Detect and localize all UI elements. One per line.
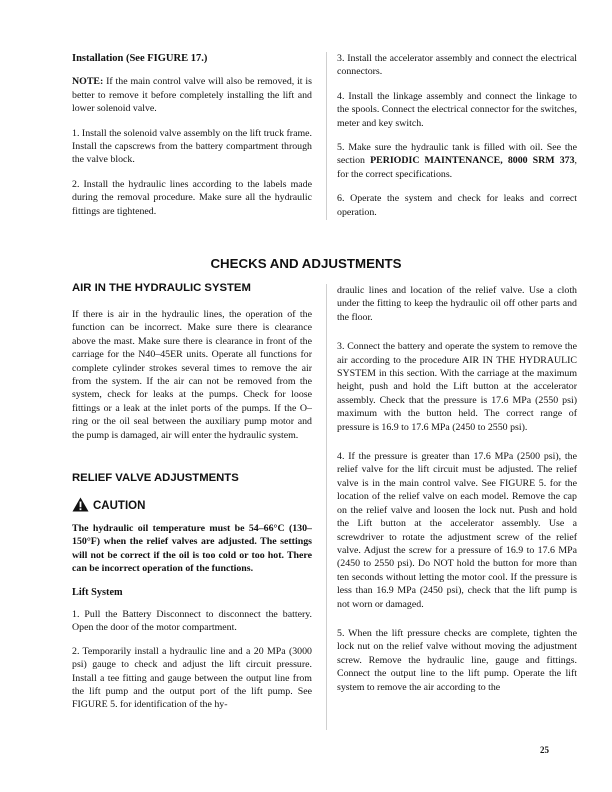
installation-step-5 [337, 141, 577, 181]
step5-reference: PERIODIC MAINTENANCE, 8000 SRM 373 [370, 155, 575, 167]
installation-step-3: 3. Install the accelerator assembly and connect the electrical connectors. [337, 53, 577, 78]
installation-step-1: 1. Install the solenoid valve assembly on the lift truck frame. Install the capscrews from the battery compartment through the valve block. [72, 127, 312, 166]
warning-icon [72, 497, 89, 512]
lift-step-2: 2. Temporarily install a hydraulic line and a 20 MPa (3000 psi) gauge to check and adjust the lift circuit pressure. Install a tee fitting and gauge between the output line from the lift pump and the output port of the lift pump. See FIGURE 5. for identification of the hy- [72, 645, 312, 711]
note-label: NOTE: [72, 76, 104, 88]
caution-label [72, 497, 145, 512]
air-body-block [72, 308, 312, 442]
caution-text-label: CAUTION [93, 500, 146, 512]
installation-note [72, 75, 312, 115]
relief-right-block [337, 284, 577, 694]
column-divider-bottom [326, 284, 327, 730]
lift-step-2-continued: draulic lines and location of the relief valve. Use a cloth under the fitting to keep the hydraulic oil off other parts and the floor. [337, 285, 577, 323]
lift-step-1: 1. Pull the Battery Disconnect to disconnect the battery. Open the door of the motor compartment. [72, 609, 312, 634]
column-divider-top [326, 52, 327, 220]
installation-heading: Installation (See FIGURE 17.) [72, 53, 208, 64]
installation-step-4: 4. Install the linkage assembly and connect the linkage to the spools. Connect the electrical connector for the switches, meter and key switch. [337, 90, 577, 129]
installation-step-6: 6. Operate the system and check for leaks and correct operation. [337, 193, 577, 218]
page-title: CHECKS AND ADJUSTMENTS [210, 256, 402, 271]
air-heading: AIR IN THE HYDRAULIC SYSTEM [72, 282, 251, 294]
installation-step-2: 2. Install the hydraulic lines according to the labels made during the removal procedure. Make sure all the hydraulic fittings are tightened. [72, 178, 312, 217]
air-body: If there is air in the hydraulic lines, the operation of the function can be incorrect. Make sure there is clearance above the mast. Make sure there is clearance in front of the carriage for the N40–45ER units. Operate all functions for complete cylinder strokes several times to remove the air from the system. If the air can not be removed from the system, check for leaks at the pumps. Check for loose fittings or a leak at the inlet ports of the pumps. If the O–ring or the oil seal between the auxiliary pump motor and the pump is damaged, air will enter the hydraulic system. [72, 309, 312, 441]
lift-step-4: 4. If the pressure is greater than 17.6 MPa (2500 psi), the relief valve for the lift circuit must be adjusted. The relief valve is in the main control valve. See FIGURE 5. for the location of the relief valve on each model. Remove the cap on the relief valve and loosen the lock nut. Push and hold the Lift button at the accelerator assembly. Use a screwdriver to rotate the adjustment screw of the relief valve. Adjust the screw for a pressure of 16.9 to 17.6 MPa (2450 to 2550 psi). Do NOT hold the button for more than ten seconds without letting the motor cool. If the pressure is less than 16.9 MPa (2450 psi), check that the lift pump is not worn or damaged. [337, 451, 577, 610]
page-number: 25 [540, 745, 549, 755]
lift-system-heading: Lift System [72, 586, 123, 598]
installation-right-column [337, 52, 577, 219]
note-text: If the main control valve will also be removed, it is better to remove it before completely installing the lift and lower solenoid valve. [72, 76, 312, 115]
lift-step-5: 5. When the lift pressure checks are complete, tighten the lock nut on the relief valve without moving the adjustment screw. Remove the hydraulic line, gauge and fittings. Connect the output line to the lift pump. Operate the lift system to remove the air according to the [337, 627, 577, 693]
installation-left-column [72, 52, 312, 218]
caution-message: The hydraulic oil temperature must be 54–66°C (130–150°F) when the relief valves are adjusted. The settings will not be correct if the oil is too cold or too hot. There can be incorrect operation of the functions. [72, 523, 312, 575]
relief-heading: RELIEF VALVE ADJUSTMENTS [72, 472, 239, 484]
lift-step-3: 3. Connect the battery and operate the system to remove the air according to the procedure AIR IN THE HYDRAULIC SYSTEM in this section. With the carriage at the maximum height, push and hold the Lift button at the accelerator assembly. Check that the pressure is 17.6 MPa (2550 psi) maximum with the button held. The correct range of pressure is 16.9 to 17.6 MPa (2450 to 2550 psi). [337, 341, 577, 433]
step5-text-a: 5. Make sure the hydraulic tank is filled with oil. See the section [337, 142, 577, 167]
step5-text-b: , for the correct specifications. [337, 155, 577, 180]
relief-left-block [72, 522, 312, 711]
